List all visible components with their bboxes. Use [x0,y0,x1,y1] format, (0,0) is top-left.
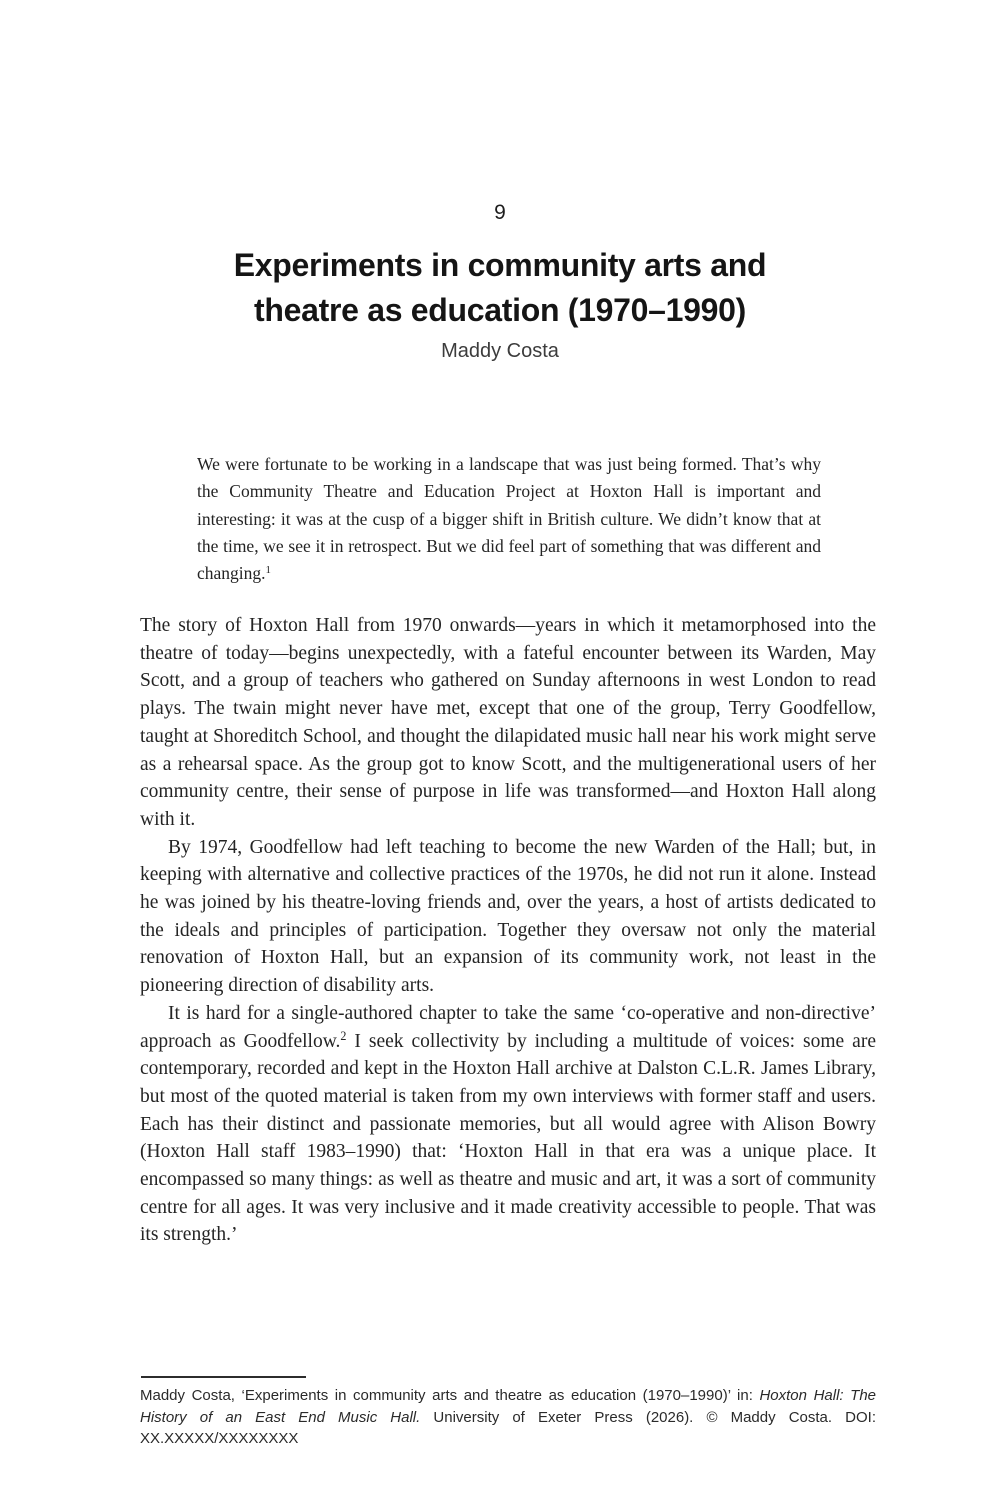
footnote-ref-1: 1 [265,564,271,577]
paragraph-1: The story of Hoxton Hall from 1970 onwards—years in which it metamorphosed into the theatre of today—begins unexpectedly, with a fateful encounter between its Warden, May Scott, and a group of teachers who gathered on Sunday afternoons in west London to read plays. The twain might never have met, except that one of the group, Terry Goodfellow, taught at Shoreditch School, and thought the dilapidated music hall near his work might serve as a rehearsal space. As the group got to know Scott, and the multigenerational users of her community centre, their sense of purpose in life was transformed—and Hoxton Hall along with it. [140,615,876,830]
epigraph-quote [197,451,821,587]
footnote-ref-2: 2 [340,1028,347,1043]
footnote-separator-rule [141,1376,306,1378]
epigraph-text: We were fortunate to be working in a landscape that was just being formed. That’s why the Community Theatre and Education Project at Hoxton Hall is important and interesting: it was at the cusp of a bigger shift in British culture. We didn’t know that at the time, we see it in retrospect. But we did feel part of something that was different and changing. [197,454,821,584]
citation-book-title: Hoxton Hall: The History of an East End Music Hall. [140,1387,876,1426]
chapter-title-line-2: theatre as education (1970–1990) [254,292,746,328]
chapter-title [0,243,1000,333]
paragraph-3-text-continued: I seek collectivity by including a multitude of voices: some are contemporary, recorded and kept in the Hoxton Hall archive at Dalston C.L.R. James Library, but most of the quoted material is taken from my own interviews with former staff and users. Each has their distinct and passionate memories, but all would agree with Alison Bowry (Hoxton Hall staff 1983–1990) that: ‘Hoxton Hall in that era was a unique place. It encompassed so many things: as well as theatre and music and art, it was a sort of community centre for all ages. It was very inclusive and it made creativity accessible to people. That was its strength.’ [140,1030,876,1246]
paragraph-2: By 1974, Goodfellow had left teaching to become the new Warden of the Hall; but, in keeping with alternative and collective practices of the 1970s, he did not run it alone. Instead he was joined by his theatre-loving friends and, over the years, a host of artists dedicated to the ideals and principles of participation. Together they oversaw not only the material renovation of Hoxton Hall, but an expansion of its community work, not least in the pioneering direction of disability arts. [140,836,876,997]
citation-text-continued: University of Exeter Press (2026). © Maddy Costa. DOI: XX.XXXXX/XXXXXXXX [140,1408,876,1448]
chapter-number: 9 [494,201,506,224]
citation-text: Maddy Costa, ‘Experiments in community arts and theatre as education (1970–1990)’ in: [140,1387,760,1404]
chapter-body [140,612,876,1249]
paragraph-3 [140,1000,876,1249]
paragraph-3-text: It is hard for a single-authored chapter to take the same ‘co-operative and non-directive’ approach as Goodfellow. [140,1002,876,1052]
footnote-citation [140,1385,876,1450]
chapter-title-line-1: Experiments in community arts and [233,247,767,283]
author-name: Maddy Costa [441,340,559,362]
